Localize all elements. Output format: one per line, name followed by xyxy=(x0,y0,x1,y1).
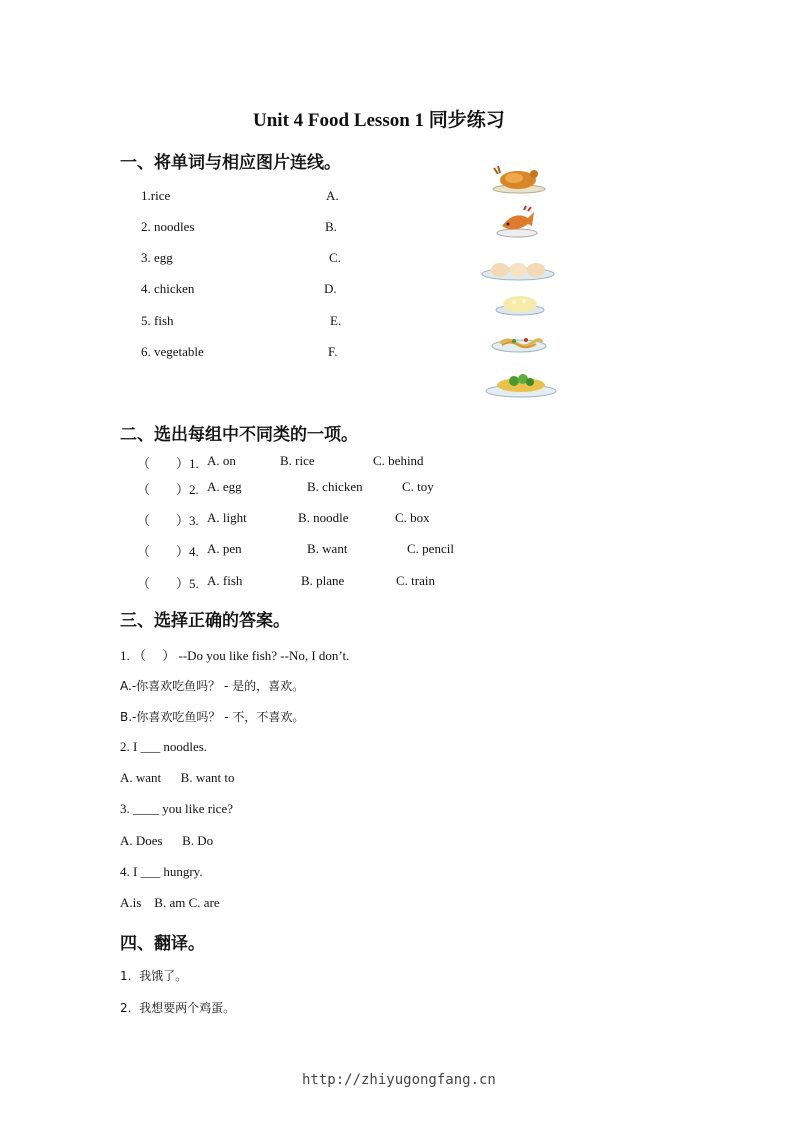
match-letter: B. xyxy=(325,219,337,234)
roast-chicken-icon xyxy=(490,162,548,194)
choice-option: B. want xyxy=(307,541,348,556)
match-letter: A. xyxy=(326,188,339,203)
match-word: 5. fish xyxy=(141,313,174,328)
choice-option: C. behind xyxy=(373,453,424,468)
answer-line: B.-你喜欢吃鱼吗？ - 不，不喜欢。 xyxy=(120,710,305,724)
choice-option: B. chicken xyxy=(307,479,363,494)
match-word: 1.rice xyxy=(141,188,171,203)
match-letter: E. xyxy=(330,313,342,328)
match-letter: F. xyxy=(328,344,338,359)
section4-heading: 四、翻译。 xyxy=(120,934,205,954)
choice-option: A. egg xyxy=(207,479,242,494)
match-word: 3. egg xyxy=(141,250,173,265)
section3-heading: 三、选择正确的答案。 xyxy=(120,611,290,631)
choice-number: （ ）4. xyxy=(137,544,199,559)
question-line: 1. （ ） --Do you like fish? --No, I don’t. xyxy=(120,648,350,663)
match-letter: D. xyxy=(324,281,337,296)
choice-number: （ ）5. xyxy=(137,576,199,591)
choice-option: B. rice xyxy=(280,453,315,468)
choice-option: B. noodle xyxy=(298,510,349,525)
fish-dish-icon xyxy=(494,204,540,238)
choice-number: （ ）2. xyxy=(137,482,199,497)
section1-heading: 一、将单词与相应图片连线。 xyxy=(120,153,341,173)
choice-option: C. pencil xyxy=(407,541,454,556)
choice-option: A. light xyxy=(207,510,247,525)
translate-line: 1. 我饿了。 xyxy=(120,969,188,983)
answer-line: A. want B. want to xyxy=(120,770,235,785)
translate-line: 2. 我想要两个鸡蛋。 xyxy=(120,1001,236,1015)
answer-line: A. Does B. Do xyxy=(120,833,214,848)
match-word: 4. chicken xyxy=(141,281,195,296)
answer-line: A.is B. am C. are xyxy=(120,895,220,910)
choice-option: C. box xyxy=(395,510,430,525)
section2-heading: 二、选出每组中不同类的一项。 xyxy=(120,425,358,445)
choice-option: C. train xyxy=(396,573,435,588)
rice-bowl-icon xyxy=(494,290,546,316)
match-word: 6. vegetable xyxy=(141,344,204,359)
choice-option: C. toy xyxy=(402,479,434,494)
choice-option: A. fish xyxy=(207,573,243,588)
page-title: Unit 4 Food Lesson 1 同步练习 xyxy=(253,110,505,131)
choice-number: （ ）1. xyxy=(137,456,199,471)
question-line: 2. I ___ noodles. xyxy=(120,739,208,754)
match-letter: C. xyxy=(329,250,341,265)
answer-line: A.-你喜欢吃鱼吗？ - 是的，喜欢。 xyxy=(120,679,305,693)
choice-option: B. plane xyxy=(301,573,345,588)
eggs-icon xyxy=(480,259,556,281)
question-line: 3. ____ you like rice? xyxy=(120,801,233,816)
footer-url[interactable]: http://zhiyugongfang.cn xyxy=(302,1072,496,1088)
question-line: 4. I ___ hungry. xyxy=(120,864,203,879)
vegetable-dish-icon xyxy=(484,370,558,398)
choice-number: （ ）3. xyxy=(137,513,199,528)
choice-option: A. pen xyxy=(207,541,242,556)
match-word: 2. noodles xyxy=(141,219,195,234)
choice-option: A. on xyxy=(207,453,236,468)
noodles-icon xyxy=(490,330,548,354)
